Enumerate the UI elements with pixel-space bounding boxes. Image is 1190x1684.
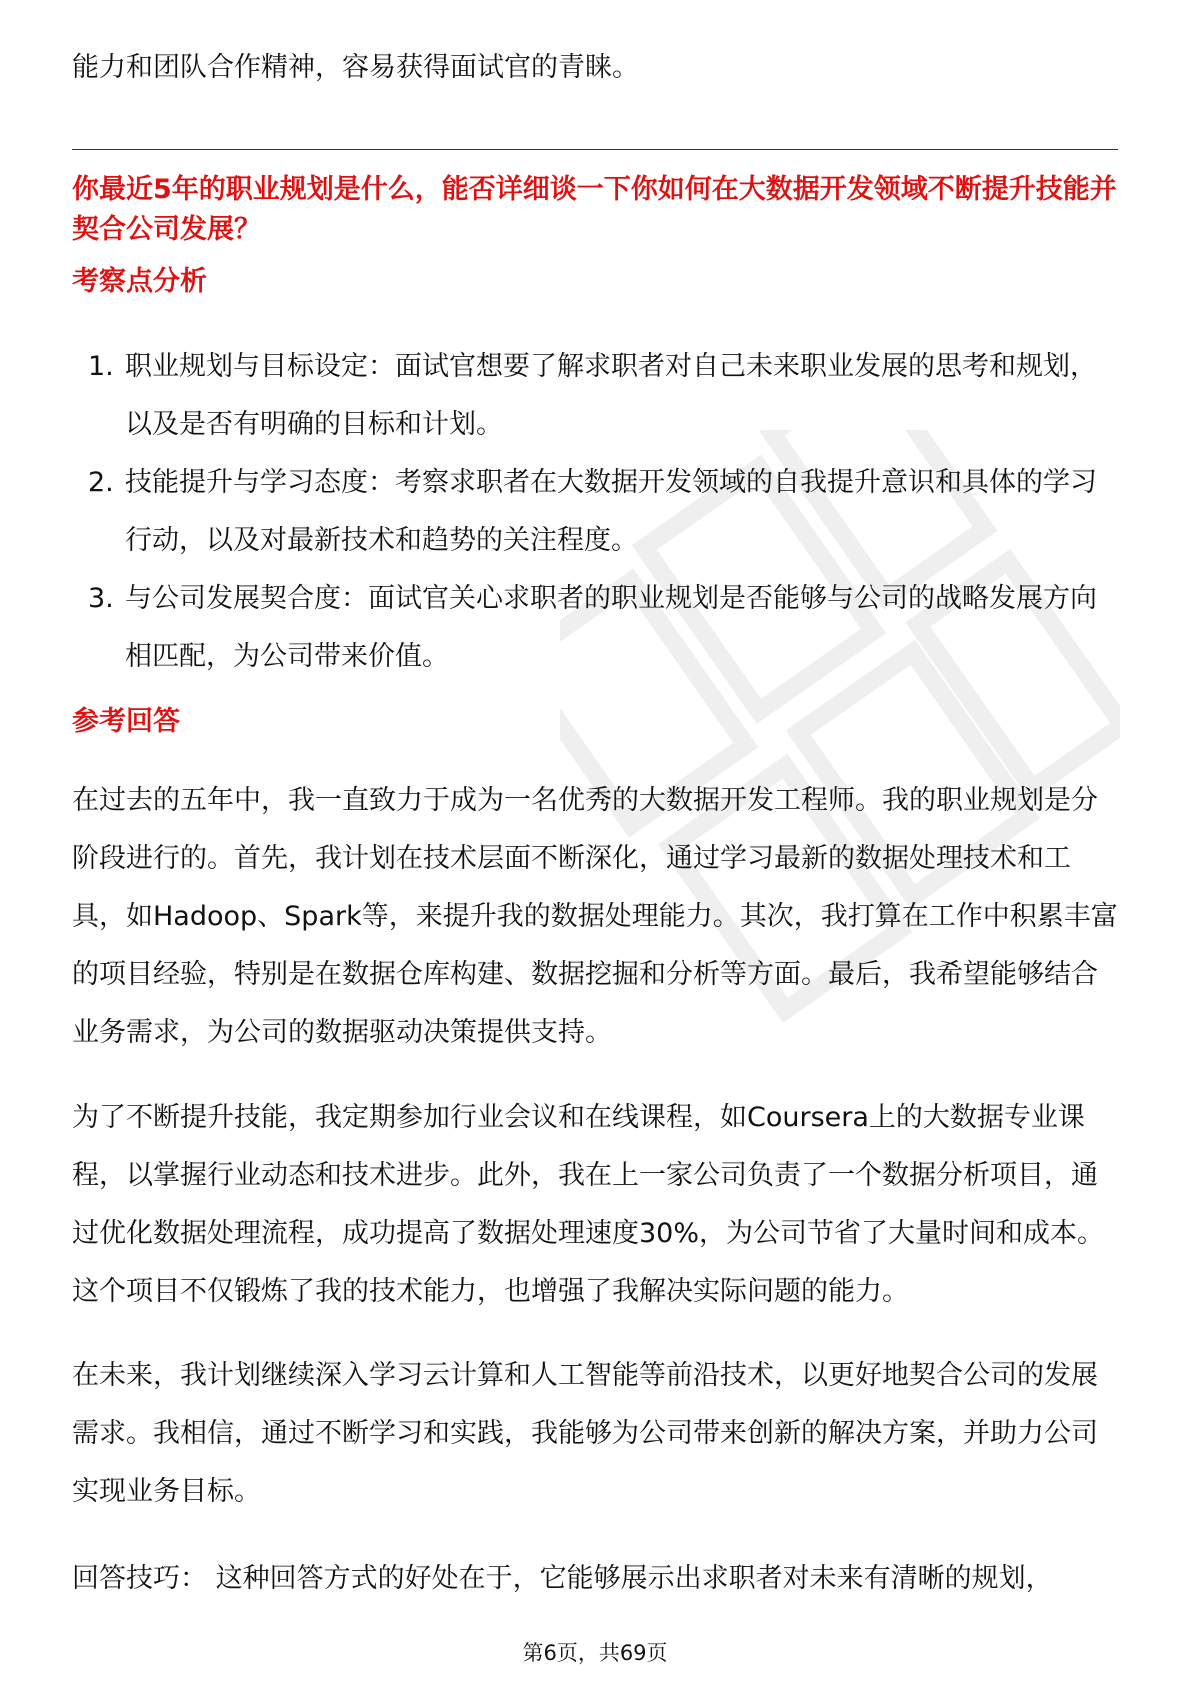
analysis-heading: 考察点分析	[72, 266, 207, 297]
analysis-list	[72, 338, 1118, 686]
list-item-text: 职业规划与目标设定：面试官想要了解求职者对自己未来职业发展的思考和规划，以及是否有明确的目标和计划。	[125, 351, 1097, 440]
continuation-text: 能力和团队合作精神，容易获得面试官的青睐。	[72, 52, 639, 83]
page-number: 第6页，共69页	[522, 1641, 668, 1665]
answer-paragraph: 在未来，我计划继续深入学习云计算和人工智能等前沿技术，以更好地契合公司的发展需求。我相信，通过不断学习和实践，我能够为公司带来创新的解决方案，并助力公司实现业务目标。	[72, 1360, 1098, 1507]
list-item	[72, 338, 1118, 454]
answer-heading: 参考回答	[72, 706, 180, 737]
list-item-number: 1.	[88, 351, 114, 382]
list-item-text: 技能提升与学习态度：考察求职者在大数据开发领域的自我提升意识和具体的学习行动，以及对最新技术和趋势的关注程度。	[125, 467, 1097, 556]
answer-paragraph: 为了不断提升技能，我定期参加行业会议和在线课程，如Coursera上的大数据专业课程，以掌握行业动态和技术进步。此外，我在上一家公司负责了一个数据分析项目，通过优化数据处理流程，成功提高了数据处理速度30%，为公司节省了大量时间和成本。这个项目不仅锻炼了我的技术能力，也增强了我解决实际问题的能力。	[72, 1102, 1105, 1307]
list-item-number: 3.	[88, 583, 114, 614]
list-item	[72, 570, 1118, 686]
list-item-number: 2.	[88, 467, 114, 498]
answer-paragraph: 在过去的五年中，我一直致力于成为一名优秀的大数据开发工程师。我的职业规划是分阶段进行的。首先，我计划在技术层面不断深化，通过学习最新的数据处理技术和工具，如Hadoop、Spark等，来提升我的数据处理能力。其次，我打算在工作中积累丰富的项目经验，特别是在数据仓库构建、数据挖掘和分析等方面。最后，我希望能够结合业务需求，为公司的数据驱动决策提供支持。	[72, 785, 1118, 1048]
list-item	[72, 454, 1118, 570]
question-title: 你最近5年的职业规划是什么，能否详细谈一下你如何在大数据开发领域不断提升技能并契合公司发展？	[72, 174, 1117, 245]
list-item-text: 与公司发展契合度：面试官关心求职者的职业规划是否能够与公司的战略发展方向相匹配，为公司带来价值。	[125, 583, 1097, 672]
answer-tips: 回答技巧： 这种回答方式的好处在于，它能够展示出求职者对未来有清晰的规划，	[72, 1563, 1053, 1594]
section-divider	[72, 149, 1118, 150]
